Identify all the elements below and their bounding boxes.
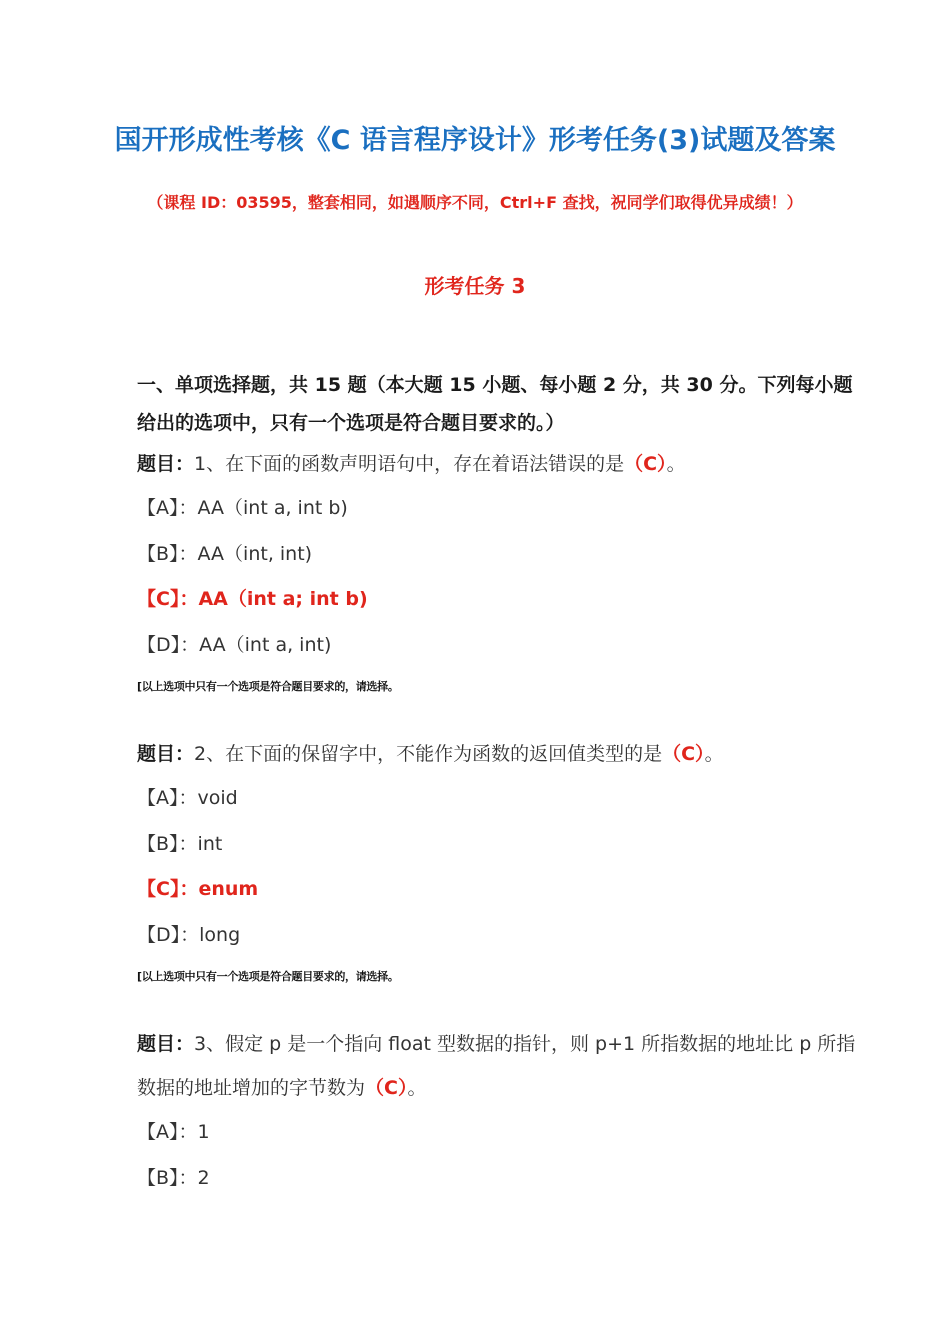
question-label: 题目： (137, 453, 195, 475)
question-label: 题目： (137, 1033, 195, 1055)
question-label: 题目： (137, 743, 195, 765)
question-answer: （C） (365, 1077, 408, 1099)
question-text: 3、假定 p 是一个指向 float 型数据的指针，则 p+1 所指数据的地址比 p 所指数据的地址增加的字节数为 (137, 1033, 856, 1099)
question-answer: （C） (624, 453, 667, 475)
option-b: 【B】：AA（int, int) (137, 542, 313, 565)
document-subtitle: （课程 ID：03595，整套相同，如遇顺序不同，Ctrl+F 查找，祝同学们取得优异成绩！） (147, 193, 803, 212)
question-answer: （C） (662, 743, 705, 765)
option-c-correct: 【C】：AA（int a; int b) (137, 588, 368, 610)
option-a: 【A】：1 (137, 1121, 210, 1143)
option-d: 【D】：AA（int a, int) (137, 633, 332, 656)
question-block-1 (137, 442, 867, 694)
option-b: 【B】：2 (137, 1166, 210, 1189)
part-heading: 一、单项选择题，共 15 题（本大题 15 小题、每小题 2 分，共 30 分。下列每小题给出的选项中，只有一个选项是符合题目要求的。） (137, 374, 853, 434)
question-tail: 。 (407, 1077, 427, 1099)
question-tail: 。 (704, 743, 724, 765)
question-stem (137, 442, 867, 486)
document-title: 国开形成性考核《C 语言程序设计》形考任务(3)试题及答案 (114, 125, 836, 156)
option-a: 【A】：AA（int a, int b) (137, 497, 348, 519)
question-content (137, 366, 867, 1201)
question-text: 2、在下面的保留字中，不能作为函数的返回值类型的是 (194, 743, 663, 765)
question-block-3 (137, 1022, 867, 1201)
option-c-correct: 【C】：enum (137, 878, 259, 900)
section-title: 形考任务 3 (424, 274, 526, 298)
question-block-2 (137, 732, 867, 984)
question-text: 1、在下面的函数声明语句中，存在着语法错误的是 (194, 453, 625, 475)
question-stem (137, 1022, 867, 1110)
option-d: 【D】：long (137, 923, 241, 946)
option-b: 【B】：int (137, 832, 223, 855)
question-tail: 。 (666, 453, 686, 475)
question-stem (137, 732, 867, 776)
instruction-note: [以上选项中只有一个选项是符合题目要求的，请选择。 (137, 970, 399, 983)
option-a: 【A】：void (137, 787, 238, 809)
instruction-note: [以上选项中只有一个选项是符合题目要求的，请选择。 (137, 680, 399, 693)
